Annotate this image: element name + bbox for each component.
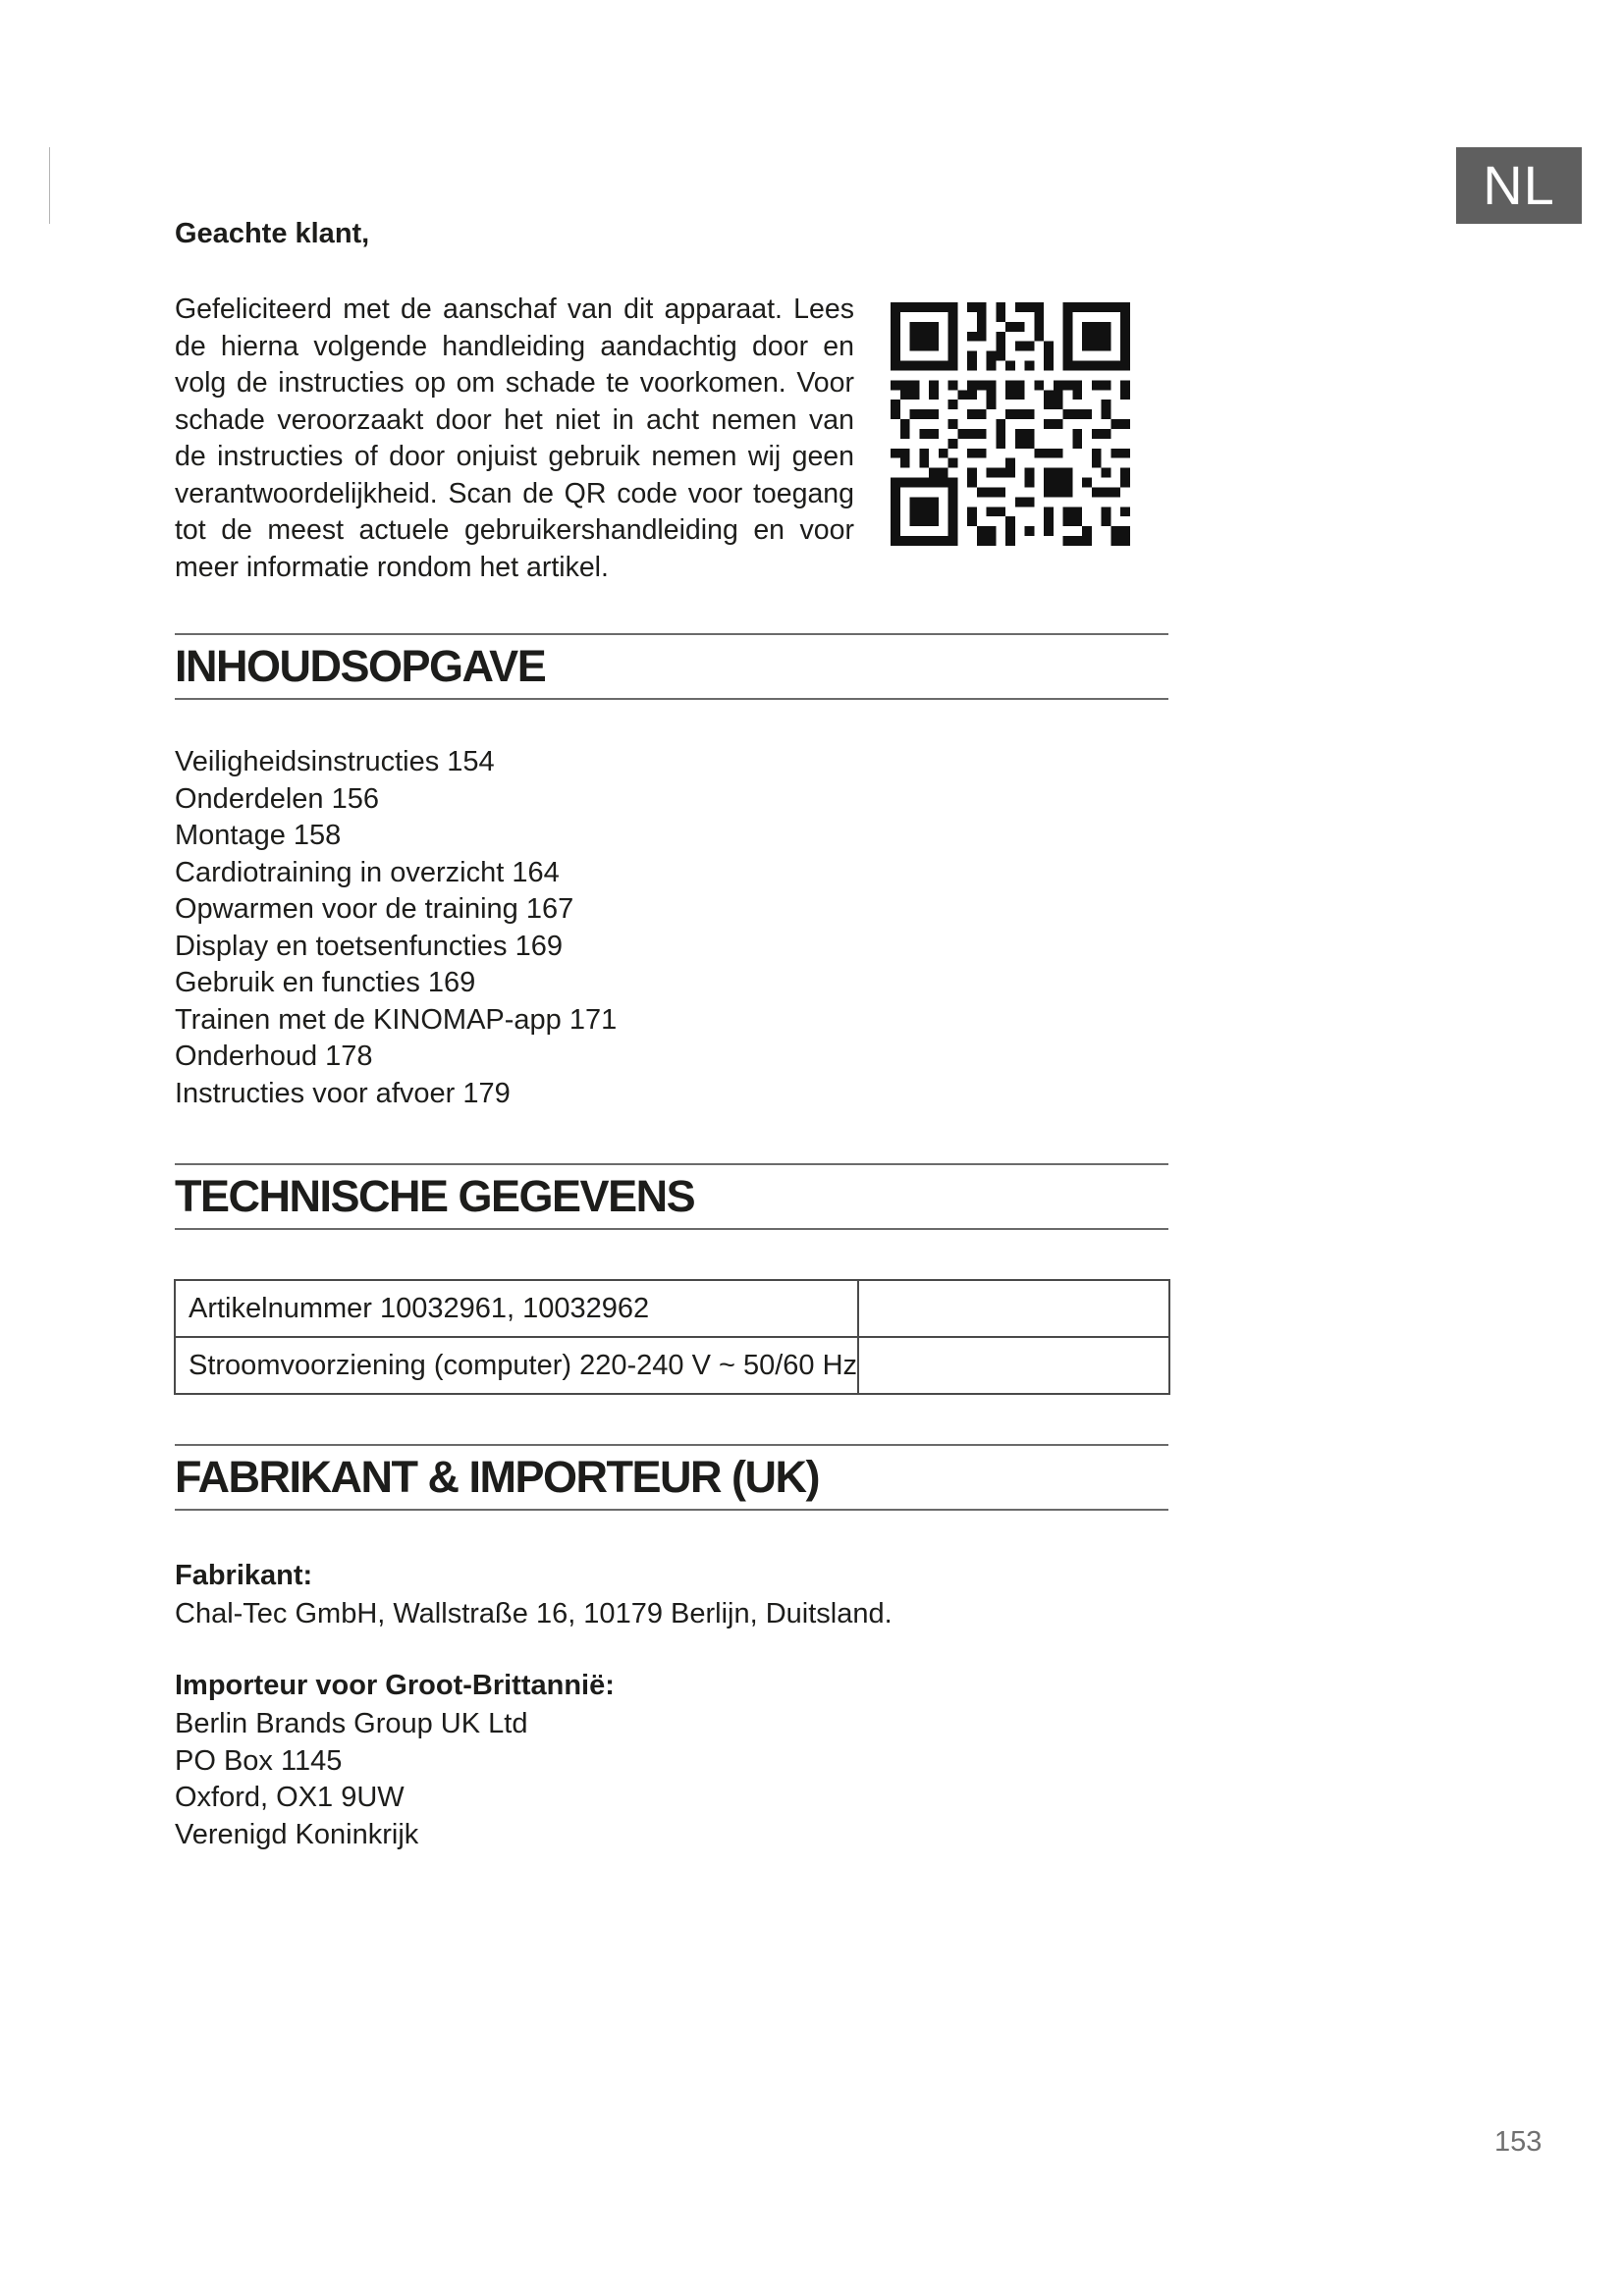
greeting: Geachte klant,: [175, 218, 370, 249]
tech-title: TECHNISCHE GEGEVENS: [175, 1171, 695, 1221]
importer-label: Importeur voor Groot-Brittannië:: [175, 1670, 615, 1701]
table-row: [175, 1280, 1169, 1337]
toc-item[interactable]: Opwarmen voor de training 167: [175, 893, 574, 925]
address-line: Verenigd Koninkrijk: [175, 1818, 419, 1850]
table-cell: Stroomvoorziening (computer) 220-240 V ~ 50/60 Hz: [175, 1337, 858, 1394]
toc-item[interactable]: Instructies voor afvoer 179: [175, 1077, 511, 1109]
table-of-contents: [175, 744, 617, 1112]
toc-item[interactable]: Onderdelen 156: [175, 782, 379, 815]
fabrikant-address: Chal-Tec GmbH, Wallstraße 16, 10179 Berlijn, Duitsland.: [175, 1598, 893, 1629]
table-row: [175, 1337, 1169, 1394]
fabrikant-label: Fabrikant:: [175, 1560, 313, 1591]
manufacturer-section-header: [175, 1444, 1168, 1511]
address-line: Oxford, OX1 9UW: [175, 1782, 405, 1813]
spec-table: [174, 1279, 1170, 1395]
language-badge: NL: [1456, 147, 1582, 224]
importer-address: [175, 1706, 527, 1853]
toc-title: INHOUDSOPGAVE: [175, 641, 546, 691]
toc-section-header: [175, 633, 1168, 700]
toc-item[interactable]: Display en toetsenfuncties 169: [175, 930, 563, 962]
toc-item[interactable]: Onderhoud 178: [175, 1041, 373, 1072]
address-line: Berlin Brands Group UK Ltd: [175, 1708, 528, 1739]
toc-item[interactable]: Gebruik en functies 169: [175, 967, 476, 998]
address-line: PO Box 1145: [175, 1744, 343, 1777]
toc-item[interactable]: Cardiotraining in overzicht 164: [175, 856, 560, 888]
table-cell: Artikelnummer 10032961, 10032962: [175, 1280, 858, 1337]
qr-code-icon[interactable]: [891, 302, 1130, 546]
toc-item[interactable]: Veiligheidsinstructies 154: [175, 746, 495, 777]
table-cell: [858, 1337, 1169, 1394]
toc-item[interactable]: Montage 158: [175, 820, 342, 851]
margin-line: [49, 147, 50, 224]
toc-item[interactable]: Trainen met de KINOMAP-app 171: [175, 1003, 618, 1036]
intro-text: Gefeliciteerd met de aanschaf van dit apparaat. Lees de hierna volgende handleiding aandachtig door en volg de instructies op om schade te voorkomen. Voor schade veroorzaakt door het niet in acht nemen van de instructies of door onjuist gebruik nemen wij geen verantwoordelijkheid. Scan de QR code voor toegang tot de meest actuele gebruikershandleiding en voor meer informatie rondom het artikel.: [175, 294, 854, 583]
manufacturer-title: FABRIKANT & IMPORTEUR (UK): [175, 1452, 819, 1502]
table-cell: [858, 1280, 1169, 1337]
tech-section-header: [175, 1163, 1168, 1230]
page-number: 153: [1494, 2126, 1543, 2158]
